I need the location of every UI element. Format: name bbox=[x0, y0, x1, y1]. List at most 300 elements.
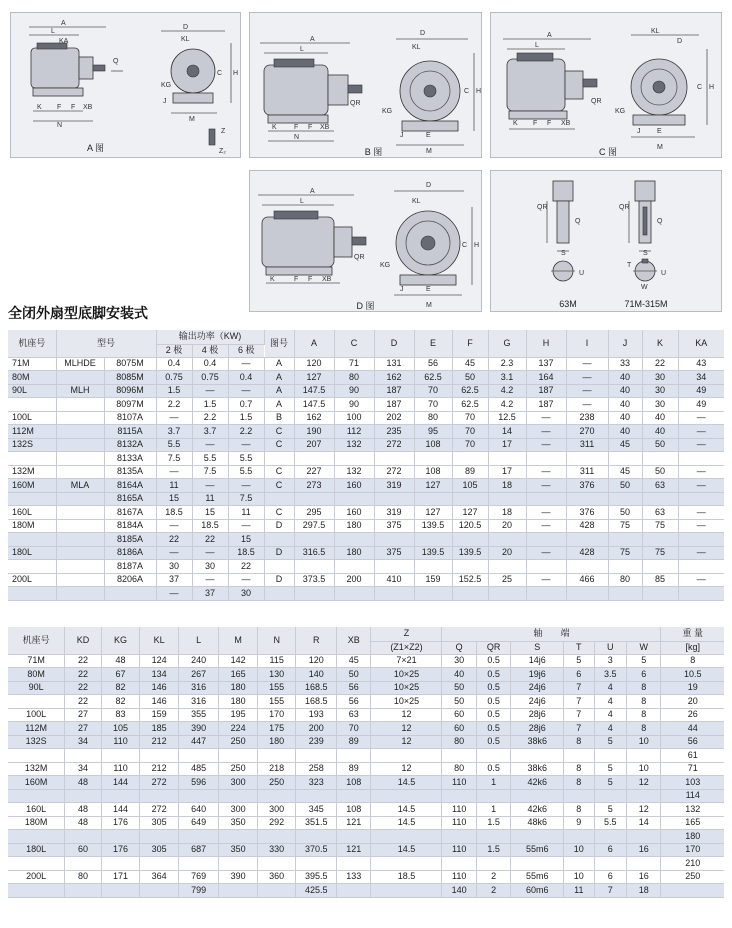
t1-cell: 132S bbox=[8, 438, 56, 452]
t2-cell: 8 bbox=[564, 735, 594, 749]
t2-cell bbox=[8, 789, 65, 803]
t2-cell: 14.5 bbox=[371, 816, 442, 830]
t1-header-col: D bbox=[374, 330, 414, 357]
t1-cell bbox=[374, 533, 414, 547]
t1-cell: 5.5 bbox=[228, 465, 264, 479]
t1-cell: 8085M bbox=[104, 371, 156, 385]
t1-cell: 8107A bbox=[104, 411, 156, 425]
svg-text:QR: QR bbox=[591, 98, 602, 105]
t1-cell: 70 bbox=[452, 438, 488, 452]
t2-cell bbox=[140, 884, 179, 898]
t1-cell: 319 bbox=[374, 479, 414, 493]
t1-cell: 25 bbox=[488, 573, 526, 587]
t1-cell: 152.5 bbox=[452, 573, 488, 587]
t1-cell: — bbox=[678, 465, 724, 479]
t2-cell: 144 bbox=[101, 803, 140, 817]
t1-cell: 160 bbox=[334, 479, 374, 493]
t2-cell: 10 bbox=[626, 762, 661, 776]
t2-cell: 0.5 bbox=[476, 708, 510, 722]
t1-cell: D bbox=[264, 546, 294, 560]
t1-cell: — bbox=[156, 546, 192, 560]
svg-text:J: J bbox=[400, 132, 404, 139]
t2-cell: 12 bbox=[371, 708, 442, 722]
t2-cell: 0.5 bbox=[476, 654, 510, 668]
t2-cell bbox=[626, 857, 661, 871]
t2-cell bbox=[371, 857, 442, 871]
t2-cell: 89 bbox=[337, 735, 371, 749]
t2-cell bbox=[626, 789, 661, 803]
t1-cell: 15 bbox=[156, 492, 192, 506]
t1-cell: 8164A bbox=[104, 479, 156, 493]
t2-cell: 56 bbox=[337, 695, 371, 709]
t2-cell bbox=[476, 749, 510, 763]
t1-cell: 410 bbox=[374, 573, 414, 587]
t1-cell bbox=[642, 560, 678, 574]
svg-text:L: L bbox=[535, 42, 539, 49]
t1-cell: 466 bbox=[566, 573, 608, 587]
t1-cell bbox=[56, 560, 104, 574]
t1-cell: 0.75 bbox=[192, 371, 228, 385]
t2-cell: 390 bbox=[219, 870, 258, 884]
t2-cell: 7 bbox=[564, 681, 594, 695]
t2-cell: 105 bbox=[101, 722, 140, 736]
t2-cell: 28j6 bbox=[511, 708, 564, 722]
t2-cell: 132M bbox=[8, 762, 65, 776]
t2-row bbox=[8, 789, 724, 803]
t1-cell bbox=[8, 560, 56, 574]
t2-cell bbox=[564, 789, 594, 803]
t1-cell: 8187A bbox=[104, 560, 156, 574]
t1-cell bbox=[678, 587, 724, 601]
t1-cell: 5.5 bbox=[192, 452, 228, 466]
svg-text:QR: QR bbox=[537, 204, 548, 211]
t2-cell: 0.5 bbox=[476, 762, 510, 776]
svg-text:KA: KA bbox=[59, 38, 69, 45]
svg-text:L: L bbox=[300, 198, 304, 205]
t1-cell: — bbox=[566, 384, 608, 398]
t2-cell bbox=[476, 830, 510, 844]
t1-cell bbox=[608, 560, 642, 574]
t1-cell: 375 bbox=[374, 519, 414, 533]
svg-text:N: N bbox=[57, 122, 63, 129]
t1-cell: 0.75 bbox=[156, 371, 192, 385]
t2-cell: 292 bbox=[257, 816, 296, 830]
t2-cell: 300 bbox=[219, 776, 258, 790]
t1-cell: 428 bbox=[566, 546, 608, 560]
t2-cell: 110 bbox=[101, 735, 140, 749]
t2-cell: 351.5 bbox=[296, 816, 337, 830]
t1-cell: 8135A bbox=[104, 465, 156, 479]
t2-header-frame: 机座号 bbox=[8, 627, 65, 654]
t1-cell: — bbox=[678, 411, 724, 425]
svg-text:N: N bbox=[294, 134, 300, 141]
t1-cell: 62.5 bbox=[452, 398, 488, 412]
t2-cell: 155 bbox=[257, 695, 296, 709]
t1-cell bbox=[678, 560, 724, 574]
t2-cell: 212 bbox=[140, 762, 179, 776]
t2-cell: 56 bbox=[337, 681, 371, 695]
t2-cell: 12 bbox=[371, 735, 442, 749]
t2-cell bbox=[257, 857, 296, 871]
t1-cell: 90L bbox=[8, 384, 56, 398]
t1-cell bbox=[334, 587, 374, 601]
t2-cell: 100L bbox=[8, 708, 65, 722]
t2-cell: 10 bbox=[564, 870, 594, 884]
t1-cell: 22 bbox=[228, 560, 264, 574]
t1-cell: — bbox=[156, 587, 192, 601]
t2-cell: 1.5 bbox=[476, 816, 510, 830]
t2-cell: 140 bbox=[296, 668, 337, 682]
t2-header-weight: 重 量 bbox=[661, 627, 724, 641]
t1-cell: 63 bbox=[642, 479, 678, 493]
t1-cell bbox=[334, 452, 374, 466]
svg-text:J: J bbox=[400, 286, 404, 293]
t2-row bbox=[8, 722, 724, 736]
t2-cell: 6 bbox=[594, 843, 626, 857]
t2-cell: 89 bbox=[337, 762, 371, 776]
t2-cell bbox=[296, 830, 337, 844]
t2-cell: 24j6 bbox=[511, 695, 564, 709]
t2-cell: 300 bbox=[219, 803, 258, 817]
t1-header-col: KA bbox=[678, 330, 724, 357]
svg-text:L: L bbox=[300, 46, 304, 53]
t2-row bbox=[8, 762, 724, 776]
svg-text:H: H bbox=[709, 84, 715, 91]
t1-cell bbox=[334, 533, 374, 547]
t1-cell: — bbox=[228, 384, 264, 398]
svg-text:C: C bbox=[464, 88, 470, 95]
t1-cell: 132 bbox=[334, 465, 374, 479]
t2-cell: 14.5 bbox=[371, 803, 442, 817]
svg-text:KL: KL bbox=[651, 28, 660, 35]
t2-cell: 180M bbox=[8, 816, 65, 830]
t2-cell: 350 bbox=[219, 816, 258, 830]
t1-cell: 428 bbox=[566, 519, 608, 533]
t1-cell: — bbox=[566, 371, 608, 385]
t1-cell: 90 bbox=[334, 384, 374, 398]
t1-cell: 12.5 bbox=[488, 411, 526, 425]
t1-row bbox=[8, 452, 724, 466]
t2-cell: 110 bbox=[101, 762, 140, 776]
svg-text:Z: Z bbox=[221, 128, 226, 135]
t1-cell bbox=[264, 533, 294, 547]
t2-cell: 180 bbox=[257, 735, 296, 749]
t1-cell bbox=[56, 425, 104, 439]
t1-cell: 8185A bbox=[104, 533, 156, 547]
t2-cell: 19j6 bbox=[511, 668, 564, 682]
t2-cell: 38k6 bbox=[511, 735, 564, 749]
t1-cell bbox=[264, 452, 294, 466]
t2-cell: 5 bbox=[564, 654, 594, 668]
dimension-table-2 bbox=[8, 627, 724, 898]
t1-cell: — bbox=[526, 546, 566, 560]
t2-cell bbox=[442, 857, 476, 871]
t1-cell bbox=[334, 560, 374, 574]
shaft-detail-panel bbox=[490, 170, 722, 312]
t1-cell: 49 bbox=[678, 398, 724, 412]
t2-cell: 193 bbox=[296, 708, 337, 722]
t2-header-shaft-col: U bbox=[594, 641, 626, 654]
t2-cell: 12 bbox=[371, 762, 442, 776]
svg-text:F: F bbox=[294, 124, 299, 131]
t2-cell: 8 bbox=[626, 722, 661, 736]
t1-cell bbox=[8, 452, 56, 466]
svg-text:KG: KG bbox=[615, 108, 626, 115]
t2-cell bbox=[511, 789, 564, 803]
svg-text:KG: KG bbox=[380, 262, 391, 269]
t1-header-col: F bbox=[452, 330, 488, 357]
t1-cell: 70 bbox=[452, 411, 488, 425]
diagram-b-caption: B 图 bbox=[364, 147, 383, 157]
t1-cell: 40 bbox=[642, 411, 678, 425]
t1-cell: 376 bbox=[566, 506, 608, 520]
t2-cell: 3 bbox=[594, 654, 626, 668]
t1-cell bbox=[56, 587, 104, 601]
t2-cell bbox=[101, 749, 140, 763]
t2-cell bbox=[219, 789, 258, 803]
t1-cell: 3.1 bbox=[488, 371, 526, 385]
t2-cell: 110 bbox=[442, 843, 476, 857]
t2-cell: 61 bbox=[661, 749, 724, 763]
t1-cell: — bbox=[678, 438, 724, 452]
t1-header-frame: 机座号 bbox=[8, 330, 56, 357]
t1-cell: 375 bbox=[374, 546, 414, 560]
t2-header-shaft-col: QR bbox=[476, 641, 510, 654]
t2-cell: 27 bbox=[65, 708, 102, 722]
t1-cell: — bbox=[228, 519, 264, 533]
t2-cell: 83 bbox=[101, 708, 140, 722]
t1-cell: 2.2 bbox=[228, 425, 264, 439]
t2-cell: 80 bbox=[65, 870, 102, 884]
svg-text:S: S bbox=[643, 250, 648, 257]
t2-cell: 34 bbox=[65, 762, 102, 776]
t1-cell bbox=[334, 492, 374, 506]
t2-cell: 195 bbox=[219, 708, 258, 722]
t2-cell bbox=[257, 884, 296, 898]
t1-cell: — bbox=[526, 425, 566, 439]
t1-cell: 75 bbox=[608, 519, 642, 533]
t1-cell: 200 bbox=[334, 573, 374, 587]
t1-cell: 50 bbox=[452, 371, 488, 385]
t2-cell: 26 bbox=[661, 708, 724, 722]
svg-text:C: C bbox=[462, 242, 468, 249]
t1-cell: — bbox=[228, 573, 264, 587]
t1-cell: 297.5 bbox=[294, 519, 334, 533]
t1-cell bbox=[56, 452, 104, 466]
t2-cell: 50 bbox=[442, 681, 476, 695]
t2-cell bbox=[371, 789, 442, 803]
t2-cell: 10 bbox=[564, 843, 594, 857]
t1-cell bbox=[56, 371, 104, 385]
t2-cell: 395.5 bbox=[296, 870, 337, 884]
t2-cell: 24j6 bbox=[511, 681, 564, 695]
t2-cell: 10×25 bbox=[371, 695, 442, 709]
t1-cell: 18 bbox=[488, 479, 526, 493]
diagram-d-drawing bbox=[250, 171, 483, 313]
t2-cell: 4 bbox=[594, 681, 626, 695]
t2-cell: 2 bbox=[476, 870, 510, 884]
t2-cell: 5 bbox=[594, 803, 626, 817]
svg-text:D: D bbox=[426, 182, 432, 189]
t2-row bbox=[8, 830, 724, 844]
t1-row bbox=[8, 519, 724, 533]
t1-cell bbox=[452, 452, 488, 466]
t1-cell: B bbox=[264, 411, 294, 425]
t1-cell: 160 bbox=[334, 506, 374, 520]
t1-header-col: J bbox=[608, 330, 642, 357]
t1-cell: 319 bbox=[374, 506, 414, 520]
t1-cell: 272 bbox=[374, 438, 414, 452]
t2-cell bbox=[65, 857, 102, 871]
t2-cell: 67 bbox=[101, 668, 140, 682]
t2-cell: 0.5 bbox=[476, 681, 510, 695]
svg-text:F: F bbox=[308, 124, 313, 131]
t1-cell: 376 bbox=[566, 479, 608, 493]
t1-cell: 8167A bbox=[104, 506, 156, 520]
svg-text:XB: XB bbox=[561, 120, 571, 127]
t2-cell: 14.5 bbox=[371, 843, 442, 857]
t2-cell: 48 bbox=[101, 654, 140, 668]
t2-cell: 134 bbox=[140, 668, 179, 682]
t2-row bbox=[8, 843, 724, 857]
t2-cell bbox=[661, 884, 724, 898]
t2-cell bbox=[594, 857, 626, 871]
svg-text:C: C bbox=[697, 84, 703, 91]
t1-cell: 2.2 bbox=[192, 411, 228, 425]
t2-cell bbox=[219, 857, 258, 871]
t2-cell: 210 bbox=[661, 857, 724, 871]
t2-cell bbox=[442, 749, 476, 763]
t1-cell: 147.5 bbox=[294, 398, 334, 412]
t2-cell: 4 bbox=[594, 708, 626, 722]
t2-cell: 80 bbox=[442, 762, 476, 776]
t1-cell bbox=[56, 465, 104, 479]
t2-cell bbox=[178, 857, 219, 871]
t2-cell: 16 bbox=[626, 870, 661, 884]
t2-cell: 44 bbox=[661, 722, 724, 736]
t2-cell: 323 bbox=[296, 776, 337, 790]
t1-cell bbox=[374, 492, 414, 506]
t2-cell: 799 bbox=[178, 884, 219, 898]
t1-cell bbox=[488, 533, 526, 547]
t2-cell bbox=[219, 830, 258, 844]
t1-cell: 7.5 bbox=[156, 452, 192, 466]
svg-text:K: K bbox=[513, 120, 518, 127]
t1-cell: 40 bbox=[608, 411, 642, 425]
t1-cell: A bbox=[264, 371, 294, 385]
t1-cell: 17 bbox=[488, 438, 526, 452]
t2-header-z-sub: (Z1×Z2) bbox=[371, 641, 442, 654]
t2-cell bbox=[8, 749, 65, 763]
t2-cell bbox=[594, 830, 626, 844]
t2-cell: 155 bbox=[257, 681, 296, 695]
t1-cell: 80 bbox=[608, 573, 642, 587]
t2-cell bbox=[442, 789, 476, 803]
t1-cell: 0.4 bbox=[156, 357, 192, 371]
t1-cell: 200L bbox=[8, 573, 56, 587]
t1-row bbox=[8, 587, 724, 601]
t1-cell: 112M bbox=[8, 425, 56, 439]
t2-cell: 170 bbox=[661, 843, 724, 857]
t2-cell: 3.5 bbox=[594, 668, 626, 682]
t1-cell: 127 bbox=[414, 479, 452, 493]
svg-text:F: F bbox=[294, 276, 299, 283]
t1-cell bbox=[452, 533, 488, 547]
t2-cell bbox=[8, 884, 65, 898]
t1-cell: 45 bbox=[452, 357, 488, 371]
t2-cell: 239 bbox=[296, 735, 337, 749]
t1-cell: 8132A bbox=[104, 438, 156, 452]
t2-cell: 70 bbox=[337, 722, 371, 736]
t2-cell: 19 bbox=[661, 681, 724, 695]
t1-cell: 80 bbox=[414, 411, 452, 425]
t2-cell bbox=[476, 857, 510, 871]
t1-cell bbox=[526, 587, 566, 601]
t2-cell: 300 bbox=[257, 803, 296, 817]
t1-cell: 89 bbox=[452, 465, 488, 479]
diagram-a-drawing bbox=[11, 13, 242, 159]
t1-cell: 139.5 bbox=[452, 546, 488, 560]
t2-cell: 316 bbox=[178, 695, 219, 709]
t2-cell: 5.5 bbox=[594, 816, 626, 830]
t1-header-pole2: 2 极 bbox=[156, 344, 192, 357]
t2-cell: 360 bbox=[257, 870, 296, 884]
t1-cell: — bbox=[192, 546, 228, 560]
t1-cell: 20 bbox=[488, 546, 526, 560]
t2-cell: 142 bbox=[219, 654, 258, 668]
t2-cell bbox=[337, 857, 371, 871]
t1-cell bbox=[294, 492, 334, 506]
t1-row bbox=[8, 573, 724, 587]
t2-cell: 316 bbox=[178, 681, 219, 695]
t2-header-col: KG bbox=[101, 627, 140, 654]
t2-cell: 218 bbox=[257, 762, 296, 776]
t1-cell: — bbox=[678, 546, 724, 560]
t2-cell: 50 bbox=[442, 695, 476, 709]
t1-cell: 1.5 bbox=[156, 384, 192, 398]
t2-cell bbox=[140, 857, 179, 871]
t2-header-col: L bbox=[178, 627, 219, 654]
t1-cell: — bbox=[526, 465, 566, 479]
t1-cell: 49 bbox=[678, 384, 724, 398]
t2-cell: 132S bbox=[8, 735, 65, 749]
t2-cell: 370.5 bbox=[296, 843, 337, 857]
t2-cell: 8 bbox=[564, 762, 594, 776]
t2-cell: 12 bbox=[626, 803, 661, 817]
t1-cell: 50 bbox=[608, 506, 642, 520]
t1-cell: — bbox=[192, 384, 228, 398]
t2-cell: 110 bbox=[442, 776, 476, 790]
t2-cell bbox=[476, 789, 510, 803]
t2-cell: 8 bbox=[661, 654, 724, 668]
diagram-b-drawing bbox=[250, 13, 483, 159]
t1-cell bbox=[452, 560, 488, 574]
t1-body bbox=[8, 357, 724, 600]
t1-cell bbox=[608, 492, 642, 506]
t2-cell: 18.5 bbox=[371, 870, 442, 884]
t2-cell: 355 bbox=[178, 708, 219, 722]
t2-cell: 1 bbox=[476, 776, 510, 790]
t1-row bbox=[8, 533, 724, 547]
t1-cell: 40 bbox=[608, 425, 642, 439]
t1-cell: 180 bbox=[334, 519, 374, 533]
t1-cell: D bbox=[264, 519, 294, 533]
t1-cell bbox=[264, 560, 294, 574]
t2-cell: 160M bbox=[8, 776, 65, 790]
t1-cell: 45 bbox=[608, 438, 642, 452]
t1-cell: — bbox=[526, 573, 566, 587]
t1-cell: 187 bbox=[374, 398, 414, 412]
